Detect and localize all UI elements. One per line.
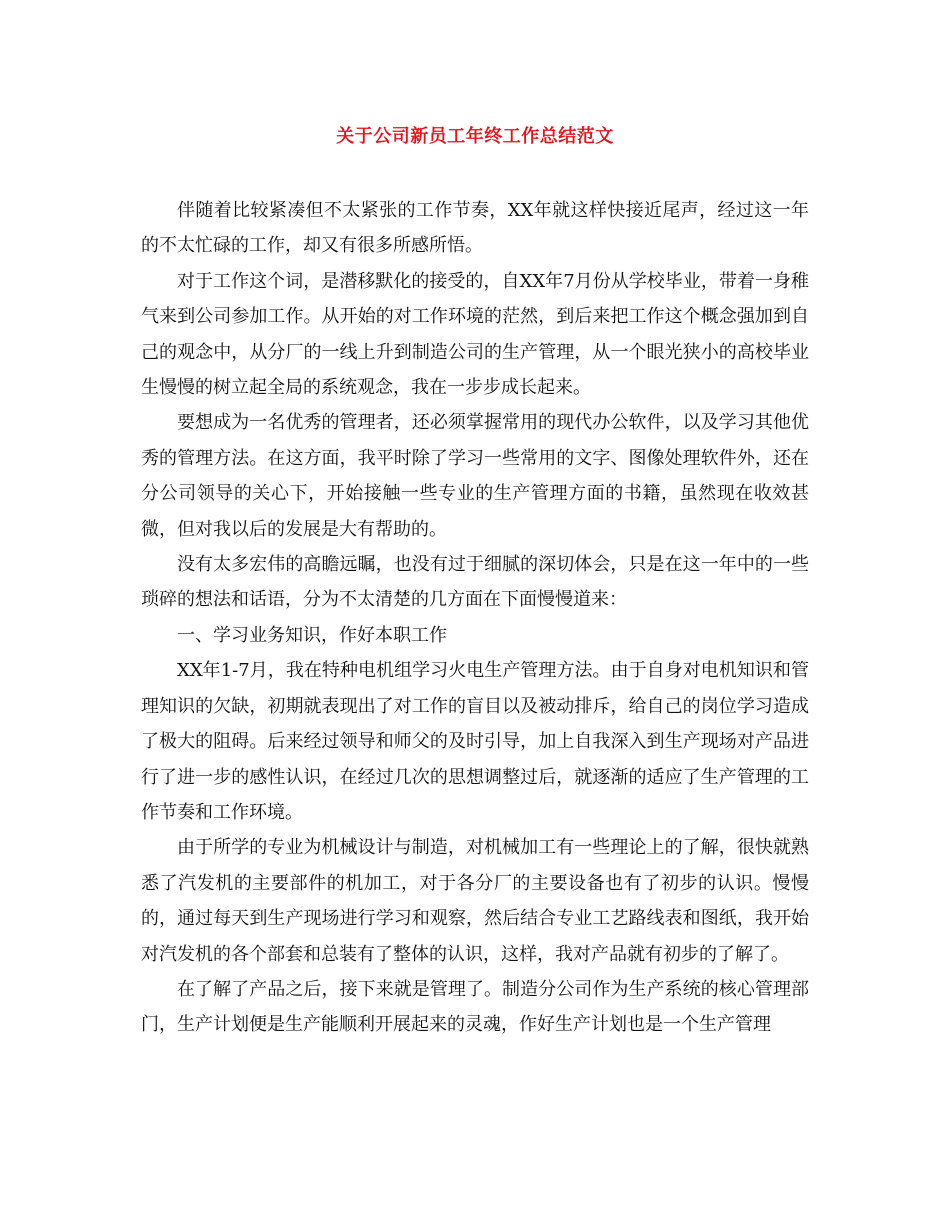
paragraph: 对于工作这个词，是潜移默化的接受的，自XX年7月份从学校毕业，带着一身稚气来到公司参加工作。从开始的对工作环境的茫然，到后来把工作这个概念强加到自己的观念中，从分厂的一线上升到制造公司的生产管理，从一个眼光狭小的高校毕业生慢慢的树立起全局的系统观念，我在一步步成长起来。	[141, 270, 809, 399]
paragraph: 伴随着比较紧凑但不太紧张的工作节奏，XX年就这样快接近尾声，经过这一年的不太忙碌的工作，却又有很多所感所悟。	[141, 200, 809, 257]
paragraph: XX年1-7月，我在特种电机组学习火电生产管理方法。由于自身对电机知识和管理知识的欠缺，初期就表现出了对工作的盲目以及被动排斥，给自己的岗位学习造成了极大的阻碍。后来经过领导和师父的及时引导，加上自我深入到生产现场对产品进行了进一步的感性认识，在经过几次的思想调整过后，就逐渐的适应了生产管理的工作节奏和工作环境。	[141, 660, 809, 823]
paragraph: 由于所学的专业为机械设计与制造，对机械加工有一些理论上的了解，很快就熟悉了汽发机的主要部件的机加工，对于各分厂的主要设备也有了初步的认识。慢慢的，通过每天到生产现场进行学习和观察，然后结合专业工艺路线表和图纸，我开始对汽发机的各个部套和总装有了整体的认识，这样，我对产品就有初步的了解了。	[141, 837, 809, 965]
section-heading: 一、学习业务知识，作好本职工作	[177, 624, 447, 646]
document-title: 关于公司新员工年终工作总结范文	[336, 126, 614, 147]
paragraph: 要想成为一名优秀的管理者，还必须掌握常用的现代办公软件，以及学习其他优秀的管理方法。在这方面，我平时除了学习一些常用的文字、图像处理软件外，还在分公司领导的关心下，开始接触一些专业的生产管理方面的书籍，虽然现在收效甚微，但对我以后的发展是大有帮助的。	[141, 412, 809, 540]
paragraph: 在了解了产品之后，接下来就是管理了。制造分公司作为生产系统的核心管理部门，生产计划便是生产能顺利开展起来的灵魂，作好生产计划也是一个生产管理	[141, 978, 809, 1036]
paragraph: 没有太多宏伟的高瞻远瞩，也没有过于细腻的深切体会，只是在这一年中的一些琐碎的想法和话语，分为不太清楚的几方面在下面慢慢道来：	[141, 554, 809, 611]
document-body	[141, 193, 809, 1043]
